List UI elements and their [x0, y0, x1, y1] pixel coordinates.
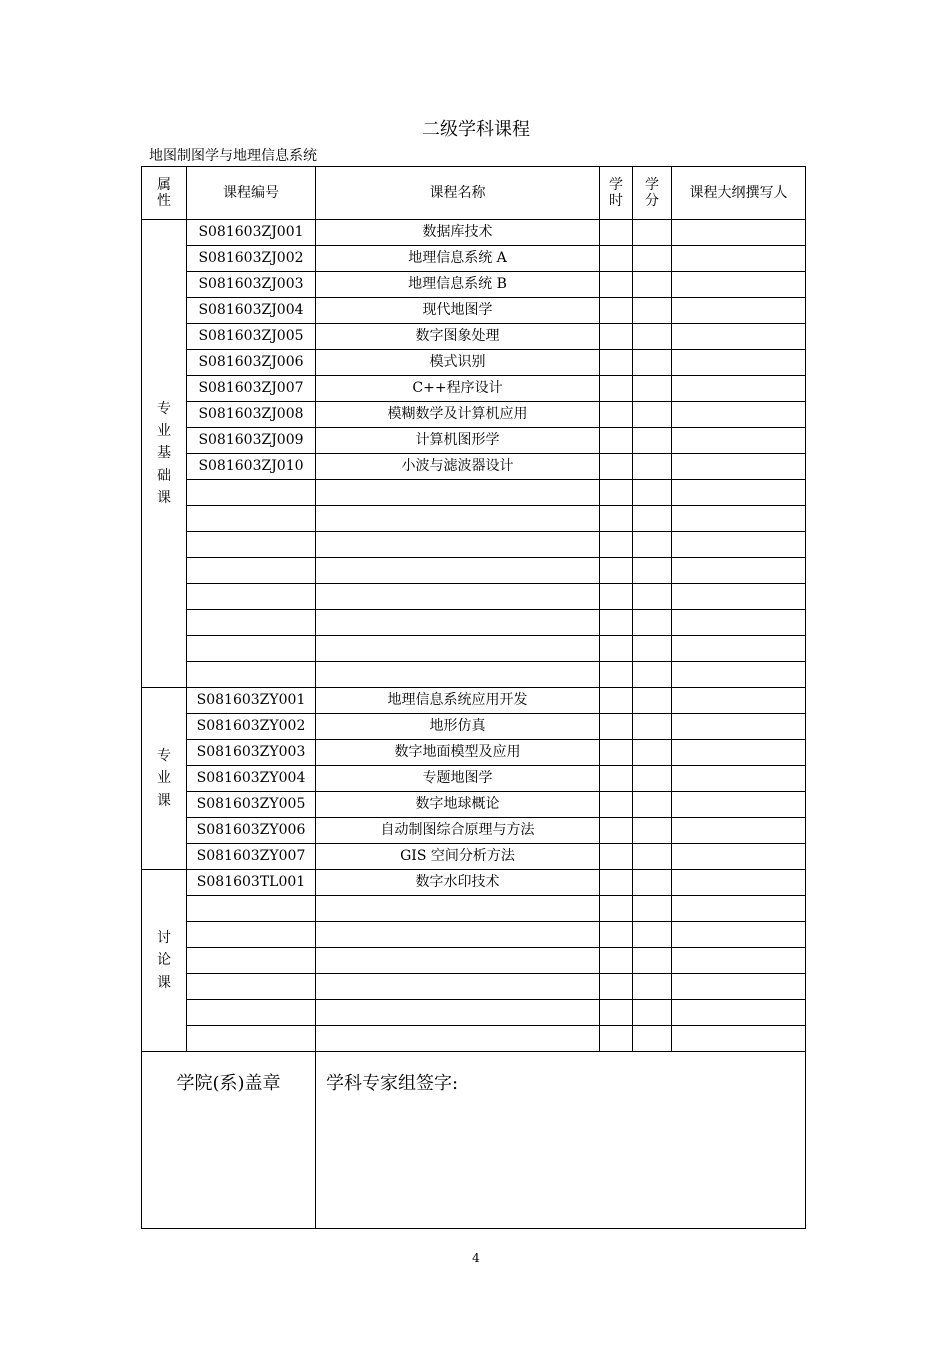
course-name: 地形仿真: [316, 714, 600, 740]
syllabus-author-cell: [672, 1026, 806, 1052]
table-row: [142, 1000, 806, 1026]
course-name: 数字水印技术: [316, 870, 600, 896]
syllabus-author-cell: [672, 948, 806, 974]
hours-cell: [600, 688, 633, 714]
course-name: 自动制图综合原理与方法: [316, 818, 600, 844]
syllabus-author-cell: [672, 402, 806, 428]
hours-cell: [600, 610, 633, 636]
course-code: S081603ZJ005: [187, 324, 316, 350]
hours-cell: [600, 324, 633, 350]
course-name: [316, 1000, 600, 1026]
course-code: [187, 558, 316, 584]
group-attribute: 讨 论 课: [142, 870, 187, 1052]
credits-cell: [633, 818, 672, 844]
course-name: 小波与滤波器设计: [316, 454, 600, 480]
credits-cell: [633, 740, 672, 766]
course-name: 计算机图形学: [316, 428, 600, 454]
table-row: [142, 428, 806, 454]
table-row: [142, 896, 806, 922]
course-code: [187, 1026, 316, 1052]
table-row: [142, 766, 806, 792]
credits-cell: [633, 662, 672, 688]
table-row: [142, 220, 806, 246]
course-code: [187, 1000, 316, 1026]
course-name: [316, 662, 600, 688]
hours-cell: [600, 766, 633, 792]
course-code: [187, 506, 316, 532]
table-row: [142, 818, 806, 844]
syllabus-author-cell: [672, 1000, 806, 1026]
course-code: [187, 974, 316, 1000]
course-code: [187, 662, 316, 688]
course-name: 数字地面模型及应用: [316, 740, 600, 766]
credits-cell: [633, 922, 672, 948]
hours-cell: [600, 298, 633, 324]
syllabus-author-cell: [672, 584, 806, 610]
hours-cell: [600, 636, 633, 662]
discipline-name: 地图制图学与地理信息系统: [149, 148, 317, 164]
credits-cell: [633, 974, 672, 1000]
course-code: S081603ZJ010: [187, 454, 316, 480]
hours-cell: [600, 532, 633, 558]
course-name: 地理信息系统 A: [316, 246, 600, 272]
syllabus-author-cell: [672, 454, 806, 480]
credits-cell: [633, 792, 672, 818]
credits-cell: [633, 454, 672, 480]
course-code: [187, 896, 316, 922]
table-row: [142, 636, 806, 662]
hours-cell: [600, 714, 633, 740]
credits-cell: [633, 844, 672, 870]
hours-cell: [600, 558, 633, 584]
syllabus-author-cell: [672, 974, 806, 1000]
syllabus-author-cell: [672, 766, 806, 792]
credits-cell: [633, 428, 672, 454]
table-row: [142, 974, 806, 1000]
syllabus-author-cell: [672, 220, 806, 246]
course-code: [187, 948, 316, 974]
table-row: [142, 506, 806, 532]
credits-cell: [633, 714, 672, 740]
course-name: 数字地球概论: [316, 792, 600, 818]
hours-cell: [600, 506, 633, 532]
course-name: [316, 896, 600, 922]
course-code: S081603ZJ007: [187, 376, 316, 402]
table-row: [142, 272, 806, 298]
hours-cell: [600, 1026, 633, 1052]
syllabus-author-cell: [672, 662, 806, 688]
table-row: [142, 688, 806, 714]
syllabus-author-cell: [672, 740, 806, 766]
table-row: [142, 870, 806, 896]
table-row: [142, 792, 806, 818]
course-name: [316, 532, 600, 558]
table-row: [142, 532, 806, 558]
header-credits: 学 分: [633, 167, 672, 220]
course-name: [316, 1026, 600, 1052]
credits-cell: [633, 532, 672, 558]
syllabus-author-cell: [672, 610, 806, 636]
course-name: 现代地图学: [316, 298, 600, 324]
syllabus-author-cell: [672, 506, 806, 532]
hours-cell: [600, 844, 633, 870]
syllabus-author-cell: [672, 428, 806, 454]
hours-cell: [600, 428, 633, 454]
course-name: [316, 506, 600, 532]
table-row: [142, 922, 806, 948]
hours-cell: [600, 402, 633, 428]
table-row: [142, 454, 806, 480]
course-name: 模糊数学及计算机应用: [316, 402, 600, 428]
table-row: [142, 324, 806, 350]
hours-cell: [600, 740, 633, 766]
header-hours: 学 时: [600, 167, 633, 220]
course-name: [316, 974, 600, 1000]
credits-cell: [633, 1000, 672, 1026]
table-row: [142, 610, 806, 636]
course-name: 数据库技术: [316, 220, 600, 246]
syllabus-author-cell: [672, 324, 806, 350]
hours-cell: [600, 272, 633, 298]
course-code: S081603ZJ003: [187, 272, 316, 298]
course-code: S081603ZY004: [187, 766, 316, 792]
table-row: [142, 844, 806, 870]
syllabus-author-cell: [672, 376, 806, 402]
course-name: 数字图象处理: [316, 324, 600, 350]
course-table: [141, 166, 806, 1229]
footer-row: [142, 1052, 806, 1229]
hours-cell: [600, 662, 633, 688]
credits-cell: [633, 220, 672, 246]
syllabus-author-cell: [672, 532, 806, 558]
college-seal-label: 学院(系)盖章: [176, 1073, 281, 1094]
credits-cell: [633, 766, 672, 792]
course-code: S081603ZY007: [187, 844, 316, 870]
table-row: [142, 714, 806, 740]
hours-cell: [600, 948, 633, 974]
course-code: S081603ZJ002: [187, 246, 316, 272]
credits-cell: [633, 246, 672, 272]
syllabus-author-cell: [672, 714, 806, 740]
table-row: [142, 1026, 806, 1052]
expert-signature-cell: [316, 1052, 806, 1229]
course-name: [316, 922, 600, 948]
group-attribute: 专 业 课: [142, 688, 187, 870]
credits-cell: [633, 870, 672, 896]
hours-cell: [600, 246, 633, 272]
hours-cell: [600, 818, 633, 844]
syllabus-author-cell: [672, 896, 806, 922]
hours-cell: [600, 870, 633, 896]
course-name: C++程序设计: [316, 376, 600, 402]
course-code: [187, 584, 316, 610]
college-seal-cell: [142, 1052, 316, 1229]
syllabus-author-cell: [672, 350, 806, 376]
credits-cell: [633, 636, 672, 662]
course-code: S081603ZJ001: [187, 220, 316, 246]
table-row: [142, 246, 806, 272]
hours-cell: [600, 350, 633, 376]
credits-cell: [633, 1026, 672, 1052]
credits-cell: [633, 350, 672, 376]
course-code: S081603ZY002: [187, 714, 316, 740]
credits-cell: [633, 272, 672, 298]
syllabus-author-cell: [672, 792, 806, 818]
syllabus-author-cell: [672, 844, 806, 870]
course-code: S081603ZY006: [187, 818, 316, 844]
course-code: S081603ZY003: [187, 740, 316, 766]
header-course-code: 课程编号: [187, 167, 316, 220]
credits-cell: [633, 584, 672, 610]
course-code: S081603TL001: [187, 870, 316, 896]
syllabus-author-cell: [672, 480, 806, 506]
credits-cell: [633, 896, 672, 922]
group-attribute: 专 业 基 础 课: [142, 220, 187, 688]
syllabus-author-cell: [672, 870, 806, 896]
credits-cell: [633, 480, 672, 506]
credits-cell: [633, 324, 672, 350]
syllabus-author-cell: [672, 636, 806, 662]
hours-cell: [600, 220, 633, 246]
hours-cell: [600, 480, 633, 506]
course-name: [316, 558, 600, 584]
header-row: [142, 167, 806, 220]
syllabus-author-cell: [672, 688, 806, 714]
hours-cell: [600, 376, 633, 402]
credits-cell: [633, 376, 672, 402]
course-code: S081603ZJ008: [187, 402, 316, 428]
course-code: S081603ZJ004: [187, 298, 316, 324]
course-code: S081603ZJ009: [187, 428, 316, 454]
course-name: GIS 空间分析方法: [316, 844, 600, 870]
course-code: S081603ZY001: [187, 688, 316, 714]
table-row: [142, 558, 806, 584]
credits-cell: [633, 298, 672, 324]
hours-cell: [600, 584, 633, 610]
course-code: [187, 636, 316, 662]
syllabus-author-cell: [672, 272, 806, 298]
table-row: [142, 350, 806, 376]
course-name: 地理信息系统应用开发: [316, 688, 600, 714]
table-row: [142, 948, 806, 974]
course-name: 专题地图学: [316, 766, 600, 792]
syllabus-author-cell: [672, 246, 806, 272]
table-row: [142, 402, 806, 428]
course-code: S081603ZY005: [187, 792, 316, 818]
course-code: S081603ZJ006: [187, 350, 316, 376]
hours-cell: [600, 974, 633, 1000]
hours-cell: [600, 896, 633, 922]
credits-cell: [633, 688, 672, 714]
credits-cell: [633, 506, 672, 532]
table-row: [142, 740, 806, 766]
header-course-name: 课程名称: [316, 167, 600, 220]
header-attribute: 属 性: [142, 167, 187, 220]
credits-cell: [633, 610, 672, 636]
credits-cell: [633, 402, 672, 428]
course-name: [316, 610, 600, 636]
course-code: [187, 532, 316, 558]
course-code: [187, 480, 316, 506]
syllabus-author-cell: [672, 818, 806, 844]
syllabus-author-cell: [672, 558, 806, 584]
table-row: [142, 584, 806, 610]
credits-cell: [633, 948, 672, 974]
course-code: [187, 610, 316, 636]
hours-cell: [600, 1000, 633, 1026]
course-name: [316, 584, 600, 610]
table-row: [142, 480, 806, 506]
page-title: 二级学科课程: [422, 119, 530, 140]
course-name: [316, 480, 600, 506]
hours-cell: [600, 454, 633, 480]
course-name: 模式识别: [316, 350, 600, 376]
table-row: [142, 376, 806, 402]
syllabus-author-cell: [672, 922, 806, 948]
credits-cell: [633, 558, 672, 584]
expert-signature-label: 学科专家组签字:: [326, 1073, 459, 1094]
course-name: 地理信息系统 B: [316, 272, 600, 298]
header-syllabus-author: 课程大纲撰写人: [672, 167, 806, 220]
hours-cell: [600, 922, 633, 948]
table-row: [142, 662, 806, 688]
course-name: [316, 636, 600, 662]
course-code: [187, 922, 316, 948]
page-number: 4: [472, 1251, 480, 1265]
course-name: [316, 948, 600, 974]
hours-cell: [600, 792, 633, 818]
syllabus-author-cell: [672, 298, 806, 324]
table-row: [142, 298, 806, 324]
